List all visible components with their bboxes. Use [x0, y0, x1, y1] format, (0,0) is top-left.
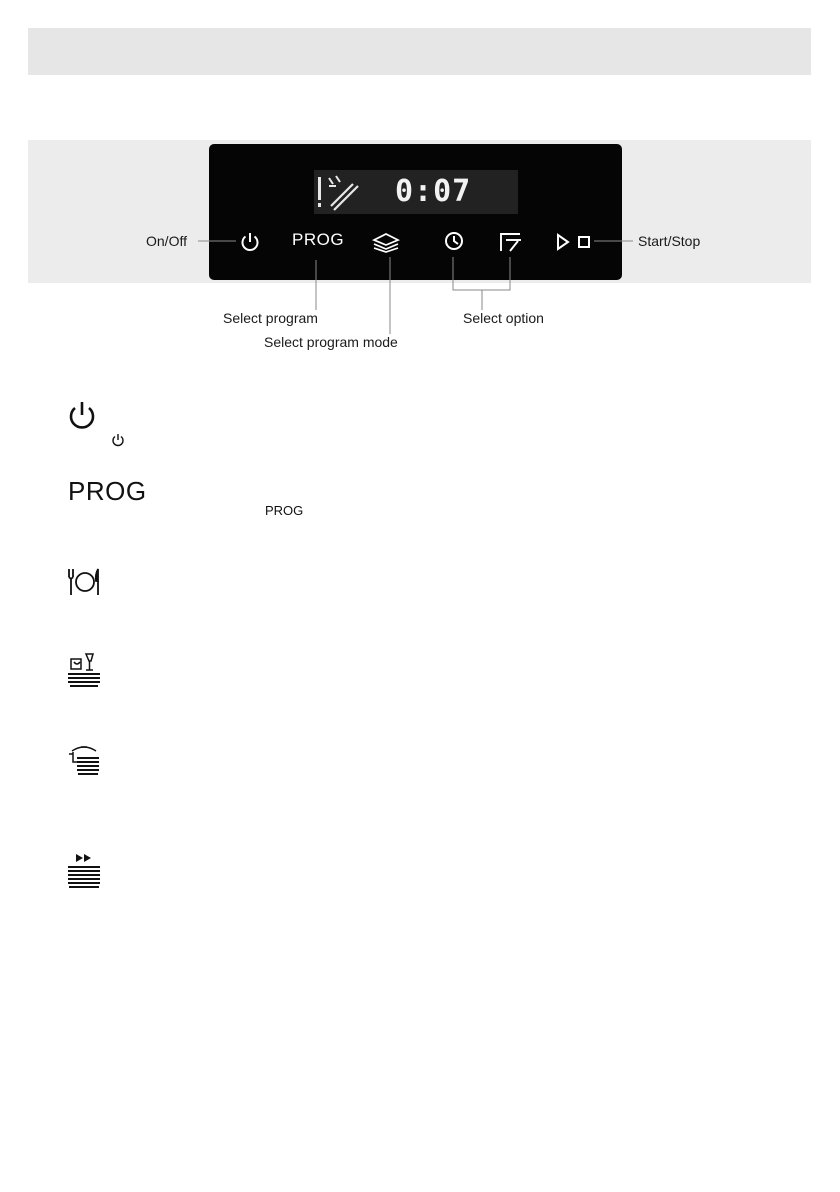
- legend-prog-inline: PROG: [265, 503, 304, 518]
- pot-icon: [66, 743, 102, 779]
- fast-wash-icon: [66, 852, 102, 892]
- legend-prog-label: PROG: [68, 476, 147, 506]
- plate-cutlery-icon: [66, 567, 102, 597]
- callout-start-stop: Start/Stop: [638, 233, 701, 249]
- callout-leader-lines: [0, 0, 840, 400]
- dishes-glass-icon: [66, 652, 102, 688]
- callout-select-option: Select option: [463, 310, 544, 326]
- prog-button[interactable]: PROG: [292, 230, 345, 249]
- display-time: 0:07: [395, 174, 472, 209]
- callout-select-program-mode: Select program mode: [264, 334, 398, 350]
- power-icon-inline: [111, 433, 125, 447]
- power-icon: [66, 400, 98, 432]
- callout-select-program: Select program: [223, 310, 318, 326]
- callout-on-off: On/Off: [146, 233, 187, 249]
